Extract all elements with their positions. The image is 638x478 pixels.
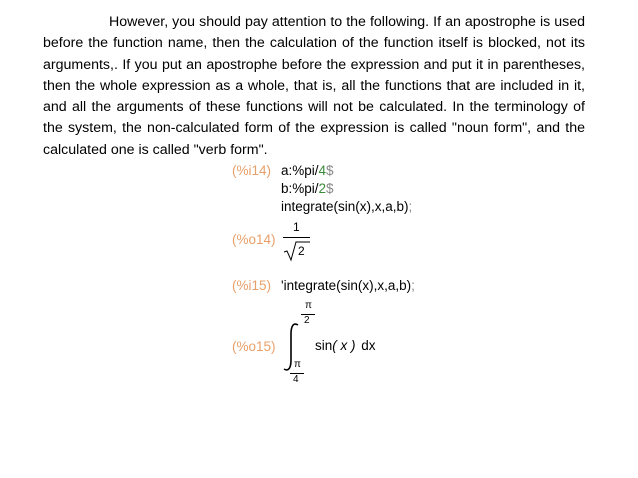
code-text: b:%pi/ [281,181,319,196]
output-label-o15: (%o15) [232,339,276,354]
code-number: 2 [318,181,327,196]
input-label-i14: (%i14) [232,163,272,178]
input-line-integrate [281,199,412,214]
code-terminator: $ [326,163,334,178]
input-line-b [281,181,334,196]
sqrt-sign-icon [283,240,311,262]
integrand [315,338,376,353]
code-terminator: ; [408,199,413,214]
input-label-i15: (%i15) [232,278,272,293]
sqrt-radicand: 2 [298,244,305,258]
upper-limit-denominator: 2 [304,315,310,326]
upper-limit-numerator: π [305,300,312,311]
code-terminator: ; [411,278,415,293]
integrand-argument: ( x ) [332,338,356,353]
input-line-noun-integrate [281,278,415,293]
code-text: 'integrate(sin(x),x,a,b) [281,278,412,293]
integrand-function: sin [315,338,333,353]
code-terminator: $ [326,181,334,196]
fraction-bar [283,237,310,238]
integrand-differential: dx [361,338,376,353]
lower-limit-denominator: 4 [293,374,299,385]
code-number: 4 [318,163,327,178]
fraction-numerator: 1 [293,220,300,234]
input-line-a [281,163,334,178]
code-text: integrate(sin(x),x,a,b) [281,199,409,214]
lower-limit-numerator: π [294,359,301,370]
code-text: a:%pi/ [281,163,319,178]
body-paragraph: However, you should pay attention to the following. If an apostrophe is used before the function name, then the calculation of the function itself is blocked, not its arguments,. If you put an apostrophe before the expression and put it in parentheses, then the whole expression as a whole, that is, all the functions that are included in it, and all the arguments of these functions will not be calculated. In the terminology of the system, the non-calculated form of the expression is called "noun form", and the calculated one is called "verb form". [43,14,585,158]
output-label-o14: (%o14) [232,232,276,247]
